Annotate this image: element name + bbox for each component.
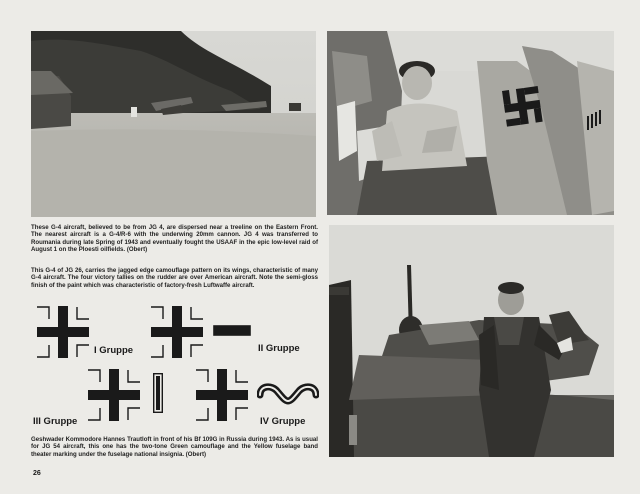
balkenkreuz-icon xyxy=(88,369,140,421)
gruppe-label-i: I Gruppe xyxy=(94,345,134,356)
gruppe-label-iv: IV Gruppe xyxy=(260,416,306,427)
gruppe-label-ii: II Gruppe xyxy=(258,343,300,354)
horizontal-bar-icon xyxy=(213,325,251,336)
photo-pilot-cockpit xyxy=(327,31,614,215)
photo-trautloft xyxy=(329,225,614,457)
caption-jg26-camouflage: This G-4 of JG 26, carries the jagged edge camouflage pattern on its wings, characteristic of many G-4 aircraft. The four victory tallies on the rudder are over American aircraft. Note the semi-gloss finish of the paint which was characteristic of factory-fresh Luftwaffe aircraft. xyxy=(31,267,318,289)
gruppe-label-iii: III Gruppe xyxy=(33,416,78,427)
balkenkreuz-icon xyxy=(151,306,203,358)
caption-trautloft: Geshwader Kommodore Hannes Trautloft in front of his Bf 109G in Russia during 1943. As is usual for JG 54 aircraft, this one has the two-tone Green camouflage and the Yellow fuselage band theater marking under the fuselage national insignia. (Obert) xyxy=(31,436,318,458)
page-number: 26 xyxy=(33,470,41,477)
balkenkreuz-icon xyxy=(37,306,89,358)
balkenkreuz-icon xyxy=(196,369,248,421)
wave-icon xyxy=(257,381,319,407)
caption-g4-treeline: These G-4 aircraft, believed to be from JG 4, are dispersed near a treeline on the Eastern Front. The nearest aircraft is a G-4/R-6 with the underwing 20mm cannon. JG 4 was transferred to Roumania during late Spring of 1943 and eventually fought the USAAF in the epic low-level raid of August 1 on the Ploesti oilfields. (Obert) xyxy=(31,224,318,254)
photo-aircraft-treeline xyxy=(31,31,316,217)
vertical-bar-icon xyxy=(153,373,163,413)
